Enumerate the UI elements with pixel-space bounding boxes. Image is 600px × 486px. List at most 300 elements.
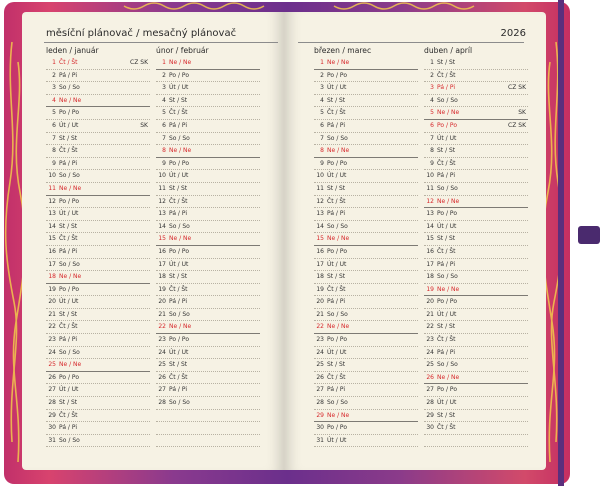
weekday-name: Pá / Pi	[437, 260, 456, 268]
day-row[interactable]	[46, 397, 150, 410]
day-row[interactable]	[156, 221, 260, 234]
day-number: 8	[52, 147, 56, 155]
day-number: 17	[426, 260, 434, 268]
day-number: 14	[48, 222, 56, 230]
day-row[interactable]	[46, 233, 150, 246]
weekday-name: Út / Ut	[59, 298, 79, 306]
day-row[interactable]	[424, 422, 528, 435]
page-title: měsíční plánovač / mesačný plánovač	[46, 28, 237, 39]
weekday-name: Po / Po	[437, 121, 457, 129]
day-row[interactable]	[314, 410, 418, 423]
day-row[interactable]	[314, 221, 418, 234]
day-row[interactable]	[424, 410, 528, 423]
day-number: 20	[48, 298, 56, 306]
day-row[interactable]	[314, 384, 418, 397]
weekday-name: Čt / Št	[327, 373, 346, 381]
day-number: 12	[316, 197, 324, 205]
day-row[interactable]	[314, 107, 418, 120]
day-number: 12	[426, 197, 434, 205]
day-number: 27	[426, 386, 434, 394]
weekday-name: St / St	[59, 222, 78, 230]
day-number: 13	[316, 210, 324, 218]
weekday-name: Ne / Ne	[59, 361, 82, 369]
day-number: 11	[48, 184, 56, 192]
day-row[interactable]	[424, 372, 528, 385]
weekday-name: Ne / Ne	[327, 235, 350, 243]
day-row[interactable]	[314, 120, 418, 133]
day-number: 23	[426, 336, 434, 344]
day-number: 16	[316, 247, 324, 255]
bookmark-ribbon-tab[interactable]	[578, 226, 600, 244]
weekday-name: Čt / Št	[437, 424, 456, 432]
day-row[interactable]	[314, 321, 418, 334]
day-row[interactable]	[314, 57, 418, 70]
holiday-tag: CZ SK	[508, 121, 526, 129]
day-row[interactable]	[314, 95, 418, 108]
weekday-name: Ne / Ne	[59, 184, 82, 192]
weekday-name: Ne / Ne	[437, 285, 460, 293]
weekday-name: Po / Po	[169, 247, 189, 255]
day-row[interactable]	[424, 95, 528, 108]
day-number: 2	[320, 71, 324, 79]
day-number: 27	[316, 386, 324, 394]
day-row[interactable]	[156, 284, 260, 297]
day-row[interactable]	[156, 384, 260, 397]
weekday-name: Pá / Pi	[327, 210, 346, 218]
day-number: 20	[316, 298, 324, 306]
weekday-name: St / St	[437, 411, 456, 419]
weekday-name: Ne / Ne	[327, 411, 350, 419]
day-number: 29	[48, 411, 56, 419]
day-row[interactable]	[46, 82, 150, 95]
weekday-name: Pá / Pi	[437, 348, 456, 356]
day-row[interactable]	[314, 183, 418, 196]
weekday-name: St / St	[169, 273, 188, 281]
weekday-name: St / St	[327, 273, 346, 281]
weekday-name: Út / Ut	[59, 210, 79, 218]
day-row[interactable]	[156, 321, 260, 334]
day-number: 11	[316, 184, 324, 192]
weekday-name: St / St	[59, 310, 78, 318]
day-row[interactable]	[424, 120, 528, 133]
day-row[interactable]	[46, 70, 150, 83]
day-number: 21	[426, 310, 434, 318]
day-number: 4	[430, 96, 434, 104]
weekday-name: Út / Ut	[327, 84, 347, 92]
weekday-name: Ne / Ne	[327, 323, 350, 331]
weekday-name: Čt / Št	[169, 373, 188, 381]
day-row[interactable]	[314, 246, 418, 259]
day-row[interactable]	[424, 170, 528, 183]
day-row[interactable]	[46, 334, 150, 347]
day-row[interactable]	[424, 397, 528, 410]
day-row[interactable]	[46, 347, 150, 360]
weekday-name: Pá / Pi	[169, 210, 188, 218]
day-row[interactable]	[314, 334, 418, 347]
day-row[interactable]	[424, 309, 528, 322]
day-number: 11	[426, 184, 434, 192]
header-divider	[298, 42, 524, 43]
day-number: 16	[48, 247, 56, 255]
day-number: 9	[320, 159, 324, 167]
day-row[interactable]	[46, 259, 150, 272]
weekday-name: St / St	[59, 399, 78, 407]
holiday-tag: CZ SK	[130, 59, 148, 66]
day-row[interactable]	[156, 133, 260, 146]
day-row[interactable]	[156, 233, 260, 246]
day-row[interactable]	[424, 107, 528, 120]
weekday-name: Út / Ut	[59, 121, 79, 129]
day-row[interactable]	[424, 284, 528, 297]
weekday-name: Pá / Pi	[437, 172, 456, 180]
day-row[interactable]	[424, 435, 528, 448]
day-row[interactable]	[314, 271, 418, 284]
day-row[interactable]	[424, 271, 528, 284]
day-number: 28	[316, 399, 324, 407]
weekday-name: Út / Ut	[327, 436, 347, 444]
day-number: 9	[52, 159, 56, 167]
day-row[interactable]	[424, 246, 528, 259]
weekday-name: St / St	[437, 59, 456, 66]
day-row[interactable]	[156, 334, 260, 347]
day-row[interactable]	[46, 321, 150, 334]
weekday-name: Čt / Št	[327, 109, 346, 117]
weekday-name: So / So	[437, 96, 458, 104]
weekday-name: So / So	[437, 361, 458, 369]
weekday-name: Pá / Pi	[59, 247, 78, 255]
day-number: 6	[162, 121, 166, 129]
day-row[interactable]	[314, 284, 418, 297]
day-row[interactable]	[46, 284, 150, 297]
day-row[interactable]	[156, 259, 260, 272]
day-row[interactable]	[314, 359, 418, 372]
day-number: 18	[316, 273, 324, 281]
day-row[interactable]	[314, 196, 418, 209]
day-row[interactable]	[314, 259, 418, 272]
day-number: 13	[48, 210, 56, 218]
weekday-name: So / So	[437, 273, 458, 281]
day-row[interactable]	[314, 170, 418, 183]
day-row[interactable]	[46, 296, 150, 309]
weekday-name: Čt / Št	[59, 147, 78, 155]
weekday-name: Pá / Pi	[327, 386, 346, 394]
day-number: 2	[430, 71, 434, 79]
day-number: 28	[158, 399, 166, 407]
weekday-name: Ne / Ne	[437, 109, 460, 117]
day-row[interactable]	[314, 133, 418, 146]
day-row[interactable]	[46, 170, 150, 183]
weekday-name: So / So	[59, 84, 80, 92]
day-number: 27	[158, 386, 166, 394]
day-row[interactable]	[424, 196, 528, 209]
day-number: 25	[316, 361, 324, 369]
day-row[interactable]	[424, 321, 528, 334]
day-row[interactable]	[46, 107, 150, 120]
weekday-name: Čt / Št	[59, 235, 78, 243]
day-row[interactable]	[156, 296, 260, 309]
day-row[interactable]	[156, 372, 260, 385]
weekday-name: Pá / Pi	[327, 298, 346, 306]
weekday-name: Pá / Pi	[59, 424, 78, 432]
day-row[interactable]	[424, 296, 528, 309]
day-number: 21	[48, 310, 56, 318]
day-row[interactable]	[46, 372, 150, 385]
day-row[interactable]	[46, 145, 150, 158]
weekday-name: Po / Po	[327, 71, 347, 79]
day-row[interactable]	[314, 70, 418, 83]
day-row[interactable]	[46, 435, 150, 448]
day-row[interactable]	[46, 271, 150, 284]
day-number: 30	[316, 424, 324, 432]
weekday-name: Čt / Št	[169, 109, 188, 117]
weekday-name: Pá / Pi	[169, 386, 188, 394]
day-row[interactable]	[424, 384, 528, 397]
day-row[interactable]	[156, 347, 260, 360]
day-row[interactable]	[314, 435, 418, 448]
day-number: 7	[430, 134, 434, 142]
day-row[interactable]	[156, 183, 260, 196]
day-row[interactable]	[156, 422, 260, 435]
weekday-name: Ne / Ne	[437, 197, 460, 205]
weekday-name: Čt / Št	[437, 159, 456, 167]
day-number: 5	[162, 109, 166, 117]
weekday-name: So / So	[59, 172, 80, 180]
day-row[interactable]	[46, 95, 150, 108]
day-row[interactable]	[46, 422, 150, 435]
day-row[interactable]	[424, 70, 528, 83]
day-row[interactable]	[46, 208, 150, 221]
day-number: 26	[426, 373, 434, 381]
day-number: 29	[316, 411, 324, 419]
day-number: 2	[52, 71, 56, 79]
day-row[interactable]	[424, 233, 528, 246]
day-row[interactable]	[314, 82, 418, 95]
day-row[interactable]	[424, 145, 528, 158]
day-row[interactable]	[46, 410, 150, 423]
day-number: 28	[426, 399, 434, 407]
weekday-name: Pá / Pi	[59, 71, 78, 79]
day-row[interactable]	[424, 82, 528, 95]
month-name: březen / marec	[314, 46, 372, 55]
day-row[interactable]	[424, 158, 528, 171]
weekday-name: Po / Po	[327, 336, 347, 344]
day-row[interactable]	[156, 95, 260, 108]
weekday-name: Po / Po	[327, 159, 347, 167]
day-row[interactable]	[46, 221, 150, 234]
day-number: 7	[52, 134, 56, 142]
day-number: 10	[426, 172, 434, 180]
day-number: 19	[48, 285, 56, 293]
weekday-name: So / So	[169, 399, 190, 407]
day-number: 8	[320, 147, 324, 155]
day-number: 18	[158, 273, 166, 281]
weekday-name: St / St	[437, 147, 456, 155]
day-row[interactable]	[46, 57, 150, 70]
day-number: 15	[158, 235, 166, 243]
day-row[interactable]	[314, 233, 418, 246]
weekday-name: Út / Ut	[327, 172, 347, 180]
day-row[interactable]	[314, 372, 418, 385]
weekday-name: Út / Ut	[169, 348, 189, 356]
weekday-name: Ne / Ne	[169, 59, 192, 66]
weekday-name: Čt / Št	[327, 197, 346, 205]
day-row[interactable]	[46, 120, 150, 133]
day-row[interactable]	[424, 259, 528, 272]
day-number: 14	[426, 222, 434, 230]
day-number: 30	[426, 424, 434, 432]
day-row[interactable]	[424, 133, 528, 146]
day-row[interactable]	[314, 145, 418, 158]
day-row[interactable]	[46, 309, 150, 322]
day-row[interactable]	[424, 359, 528, 372]
weekday-name: Čt / Št	[437, 336, 456, 344]
day-number: 5	[52, 109, 56, 117]
weekday-name: So / So	[327, 310, 348, 318]
weekday-name: St / St	[327, 361, 346, 369]
day-number: 19	[316, 285, 324, 293]
day-number: 5	[430, 109, 434, 117]
weekday-name: Pá / Pi	[59, 336, 78, 344]
weekday-name: Čt / Št	[169, 285, 188, 293]
weekday-name: Út / Ut	[437, 399, 457, 407]
day-row[interactable]	[314, 397, 418, 410]
day-row[interactable]	[424, 208, 528, 221]
header-divider	[44, 42, 278, 43]
day-row[interactable]	[424, 347, 528, 360]
day-row[interactable]	[156, 70, 260, 83]
weekday-name: Pá / Pi	[59, 159, 78, 167]
day-number: 7	[162, 134, 166, 142]
day-number: 26	[158, 373, 166, 381]
day-row[interactable]	[156, 397, 260, 410]
day-row[interactable]	[46, 196, 150, 209]
day-number: 16	[158, 247, 166, 255]
day-number: 23	[316, 336, 324, 344]
day-row[interactable]	[314, 296, 418, 309]
day-row[interactable]	[46, 183, 150, 196]
day-number: 1	[52, 59, 56, 66]
day-number: 19	[158, 285, 166, 293]
day-number: 8	[162, 147, 166, 155]
weekday-name: Čt / Št	[59, 323, 78, 331]
day-row[interactable]	[156, 246, 260, 259]
day-number: 17	[316, 260, 324, 268]
day-number: 5	[320, 109, 324, 117]
day-row[interactable]	[424, 57, 528, 70]
day-number: 18	[426, 273, 434, 281]
day-row[interactable]	[156, 57, 260, 70]
day-row[interactable]	[46, 246, 150, 259]
elastic-band[interactable]	[558, 0, 564, 486]
day-row[interactable]	[314, 208, 418, 221]
weekday-name: So / So	[327, 399, 348, 407]
day-row[interactable]	[46, 359, 150, 372]
day-number: 22	[426, 323, 434, 331]
day-row[interactable]	[424, 221, 528, 234]
day-row[interactable]	[156, 359, 260, 372]
day-number: 30	[48, 424, 56, 432]
day-number: 26	[316, 373, 324, 381]
day-row[interactable]	[46, 384, 150, 397]
day-row[interactable]	[424, 183, 528, 196]
day-row[interactable]	[156, 120, 260, 133]
day-number: 21	[316, 310, 324, 318]
day-number: 27	[48, 386, 56, 394]
day-row[interactable]	[156, 170, 260, 183]
day-number: 4	[162, 96, 166, 104]
day-row[interactable]	[314, 158, 418, 171]
day-row[interactable]	[424, 334, 528, 347]
day-number: 6	[320, 121, 324, 129]
holiday-tag: SK	[518, 109, 526, 117]
day-number: 17	[158, 260, 166, 268]
day-number: 24	[426, 348, 434, 356]
day-row[interactable]	[156, 107, 260, 120]
weekday-name: Po / Po	[169, 71, 189, 79]
day-number: 25	[426, 361, 434, 369]
day-row[interactable]	[156, 158, 260, 171]
weekday-name: St / St	[169, 96, 188, 104]
weekday-name: St / St	[327, 184, 346, 192]
year-label: 2026	[500, 28, 526, 39]
weekday-name: St / St	[169, 361, 188, 369]
day-number: 24	[316, 348, 324, 356]
weekday-name: Po / Po	[169, 159, 189, 167]
day-number: 19	[426, 285, 434, 293]
day-row[interactable]	[156, 271, 260, 284]
weekday-name: St / St	[59, 134, 78, 142]
day-number: 22	[316, 323, 324, 331]
day-number: 9	[430, 159, 434, 167]
weekday-name: Po / Po	[437, 298, 457, 306]
weekday-name: So / So	[327, 134, 348, 142]
day-row[interactable]	[156, 196, 260, 209]
weekday-name: Čt / Št	[169, 197, 188, 205]
day-row[interactable]	[46, 133, 150, 146]
day-row[interactable]	[156, 82, 260, 95]
weekday-name: Út / Ut	[169, 260, 189, 268]
day-number: 8	[430, 147, 434, 155]
day-number: 25	[48, 361, 56, 369]
month-column-february	[156, 45, 260, 447]
day-row[interactable]	[156, 208, 260, 221]
day-number: 1	[320, 59, 324, 66]
weekday-name: So / So	[437, 184, 458, 192]
day-row[interactable]	[46, 158, 150, 171]
day-row[interactable]	[156, 435, 260, 448]
day-number: 29	[426, 411, 434, 419]
weekday-name: Po / Po	[59, 109, 79, 117]
month-name: leden / január	[46, 46, 99, 55]
day-number: 18	[48, 273, 56, 281]
day-row[interactable]	[156, 145, 260, 158]
day-row[interactable]	[314, 309, 418, 322]
month-column-march	[314, 45, 418, 447]
day-number: 10	[316, 172, 324, 180]
day-number: 26	[48, 373, 56, 381]
weekday-name: So / So	[169, 134, 190, 142]
day-row[interactable]	[314, 422, 418, 435]
day-number: 3	[320, 84, 324, 92]
day-number: 6	[52, 121, 56, 129]
day-row[interactable]	[314, 347, 418, 360]
weekday-name: Po / Po	[59, 373, 79, 381]
day-number: 17	[48, 260, 56, 268]
weekday-name: Po / Po	[59, 197, 79, 205]
day-number: 22	[158, 323, 166, 331]
day-row[interactable]	[156, 410, 260, 423]
day-row[interactable]	[156, 309, 260, 322]
